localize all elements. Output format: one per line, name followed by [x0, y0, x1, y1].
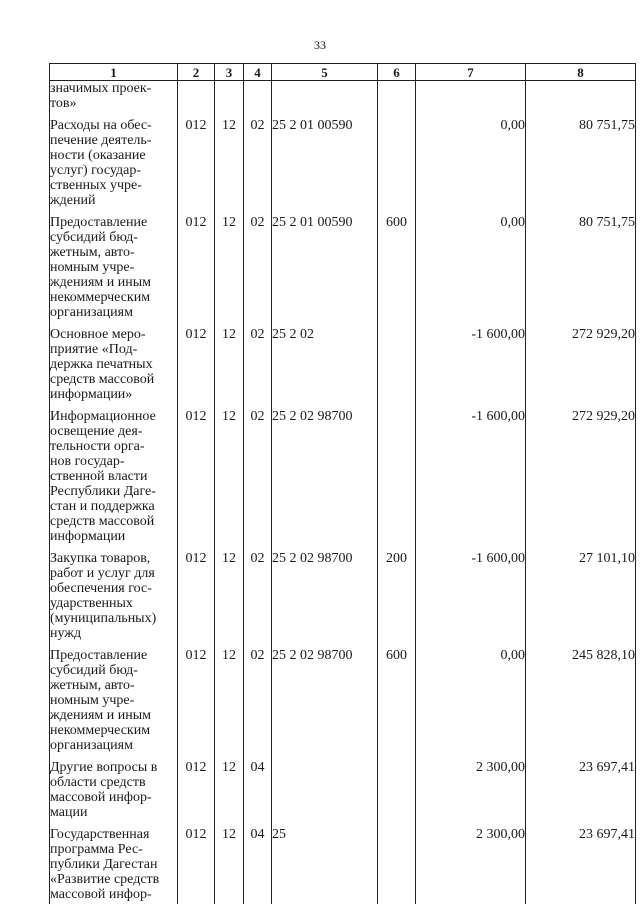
- expense-name-line: держка печатных: [50, 357, 153, 372]
- expense-name-line: средств массовой: [50, 514, 155, 529]
- expense-name-line: жетным, авто-: [50, 245, 135, 260]
- table-row: [50, 111, 636, 208]
- expense-name-line: стан и поддержка: [50, 499, 155, 514]
- header-row: [50, 64, 636, 81]
- total-amount: 245 828,10: [526, 641, 636, 753]
- expense-type-code: [378, 820, 416, 904]
- expense-name-cell: [50, 81, 178, 112]
- target-article-code: 25 2 02 98700: [272, 544, 378, 641]
- expense-name-line: Другие вопросы в: [50, 760, 158, 775]
- column-header: 4: [244, 64, 272, 81]
- expense-name-line: Предоставление: [50, 215, 148, 230]
- expense-name-line: (муниципальных): [50, 611, 157, 626]
- expense-name-line: ударственных: [50, 596, 133, 611]
- ministry-code: 012: [178, 544, 215, 641]
- expense-name-line: услуг) государ-: [50, 163, 141, 178]
- target-article-code: 25 2 02: [272, 320, 378, 402]
- target-article-code: 25 2 01 00590: [272, 111, 378, 208]
- page-number: 33: [314, 38, 326, 52]
- expense-type-code: [378, 111, 416, 208]
- expense-name-line: организациям: [50, 305, 133, 320]
- expense-name-line: Государственная: [50, 827, 150, 842]
- column-header: 2: [178, 64, 215, 81]
- expense-name-line: жетным, авто-: [50, 678, 135, 693]
- total-amount: 27 101,10: [526, 544, 636, 641]
- table-row: [50, 81, 636, 112]
- expense-name-line: освещение дея-: [50, 424, 143, 439]
- column-header: 6: [378, 64, 416, 81]
- table-row: [50, 320, 636, 402]
- total-amount: 80 751,75: [526, 208, 636, 320]
- column-header: 1: [50, 64, 178, 81]
- change-amount: -1 600,00: [416, 402, 526, 544]
- table-row: [50, 208, 636, 320]
- expense-name-cell: [50, 544, 178, 641]
- expense-name-cell: [50, 820, 178, 904]
- target-article-code: [272, 753, 378, 820]
- expense-name-line: организациям: [50, 738, 133, 753]
- change-amount: 0,00: [416, 641, 526, 753]
- expense-name-line: субсидий бюд-: [50, 663, 138, 678]
- expense-name-line: некоммерческим: [50, 723, 151, 738]
- table-body: [50, 81, 636, 905]
- expense-name-line: нужд: [50, 626, 82, 641]
- subsection-code: 04: [244, 820, 272, 904]
- expense-name-line: обеспечения гос-: [50, 581, 152, 596]
- section-code: 12: [215, 320, 244, 402]
- expense-name-line: программа Рес-: [50, 842, 143, 857]
- column-header: 5: [272, 64, 378, 81]
- expense-type-code: [378, 81, 416, 112]
- section-code: 12: [215, 402, 244, 544]
- ministry-code: 012: [178, 820, 215, 904]
- total-amount: 272 929,20: [526, 320, 636, 402]
- section-code: 12: [215, 753, 244, 820]
- total-amount: 23 697,41: [526, 753, 636, 820]
- expense-name-line: ственных учре-: [50, 178, 142, 193]
- expense-name-line: некоммерческим: [50, 290, 151, 305]
- change-amount: 0,00: [416, 208, 526, 320]
- section-code: 12: [215, 641, 244, 753]
- ministry-code: 012: [178, 320, 215, 402]
- expense-type-code: 600: [378, 641, 416, 753]
- section-code: 12: [215, 820, 244, 904]
- budget-table: [49, 63, 636, 904]
- change-amount: -1 600,00: [416, 544, 526, 641]
- ministry-code: 012: [178, 402, 215, 544]
- expense-name-line: работ и услуг для: [50, 566, 155, 581]
- expense-name-line: Информационное: [50, 409, 156, 424]
- expense-name-line: субсидий бюд-: [50, 230, 138, 245]
- expense-name-cell: [50, 641, 178, 753]
- table-row: [50, 753, 636, 820]
- expense-type-code: [378, 320, 416, 402]
- expense-name-cell: [50, 402, 178, 544]
- subsection-code: 02: [244, 208, 272, 320]
- target-article-code: 25: [272, 820, 378, 904]
- expense-type-code: [378, 753, 416, 820]
- expense-name-line: информации»: [50, 387, 133, 402]
- expense-name-line: Республики Даге-: [50, 484, 156, 499]
- total-amount: 272 929,20: [526, 402, 636, 544]
- expense-name-line: ждениям и иным: [50, 275, 152, 290]
- subsection-code: 02: [244, 544, 272, 641]
- expense-name-line: Закупка товаров,: [50, 551, 151, 566]
- ministry-code: 012: [178, 753, 215, 820]
- expense-name-line: мации: [50, 805, 88, 820]
- expense-name-line: средств массовой: [50, 372, 155, 387]
- expense-name-line: номным учре-: [50, 693, 135, 708]
- section-code: 12: [215, 544, 244, 641]
- expense-name-line: массовой инфор-: [50, 887, 152, 902]
- expense-name-line: Предоставление: [50, 648, 148, 663]
- expense-name-line: печение деятель-: [50, 133, 152, 148]
- expense-name-line: нов государ-: [50, 454, 125, 469]
- expense-name-line: ждений: [50, 193, 96, 208]
- subsection-code: 02: [244, 402, 272, 544]
- expense-type-code: 200: [378, 544, 416, 641]
- column-header: 3: [215, 64, 244, 81]
- expense-name-line: Расходы на обес-: [50, 118, 152, 133]
- target-article-code: 25 2 02 98700: [272, 641, 378, 753]
- table-row: [50, 402, 636, 544]
- expense-name-line: области средств: [50, 775, 146, 790]
- expense-name-cell: [50, 753, 178, 820]
- section-code: 12: [215, 208, 244, 320]
- target-article-code: 25 2 02 98700: [272, 402, 378, 544]
- subsection-code: 04: [244, 753, 272, 820]
- expense-name-line: приятие «Под-: [50, 342, 138, 357]
- target-article-code: [272, 81, 378, 112]
- expense-name-cell: [50, 111, 178, 208]
- section-code: [215, 81, 244, 112]
- column-header: 7: [416, 64, 526, 81]
- expense-name-line: ности (оказание: [50, 148, 146, 163]
- expense-name-cell: [50, 208, 178, 320]
- expense-name-line: массовой инфор-: [50, 790, 152, 805]
- expense-name-line: ждениям и иным: [50, 708, 152, 723]
- change-amount: [416, 81, 526, 112]
- expense-type-code: 600: [378, 208, 416, 320]
- change-amount: -1 600,00: [416, 320, 526, 402]
- expense-type-code: [378, 402, 416, 544]
- subsection-code: 02: [244, 111, 272, 208]
- total-amount: 23 697,41: [526, 820, 636, 904]
- total-amount: [526, 81, 636, 112]
- change-amount: 2 300,00: [416, 820, 526, 904]
- expense-name-line: тельности орга-: [50, 439, 145, 454]
- total-amount: 80 751,75: [526, 111, 636, 208]
- expense-name-line: публики Дагестан: [50, 857, 158, 872]
- change-amount: 0,00: [416, 111, 526, 208]
- expense-name-line: информации: [50, 529, 126, 544]
- expense-name-line: значимых проек-: [50, 81, 152, 96]
- expense-name-line: номным учре-: [50, 260, 135, 275]
- expense-name-line: тов»: [50, 96, 77, 111]
- table-row: [50, 544, 636, 641]
- ministry-code: 012: [178, 111, 215, 208]
- subsection-code: 02: [244, 320, 272, 402]
- section-code: 12: [215, 111, 244, 208]
- ministry-code: 012: [178, 641, 215, 753]
- table-row: [50, 820, 636, 904]
- expense-name-cell: [50, 320, 178, 402]
- subsection-code: 02: [244, 641, 272, 753]
- expense-name-line: «Развитие средств: [50, 872, 160, 887]
- expense-name-line: ственной власти: [50, 469, 148, 484]
- table-row: [50, 641, 636, 753]
- subsection-code: [244, 81, 272, 112]
- target-article-code: 25 2 01 00590: [272, 208, 378, 320]
- column-header: 8: [526, 64, 636, 81]
- ministry-code: [178, 81, 215, 112]
- change-amount: 2 300,00: [416, 753, 526, 820]
- ministry-code: 012: [178, 208, 215, 320]
- expense-name-line: Основное меро-: [50, 327, 146, 342]
